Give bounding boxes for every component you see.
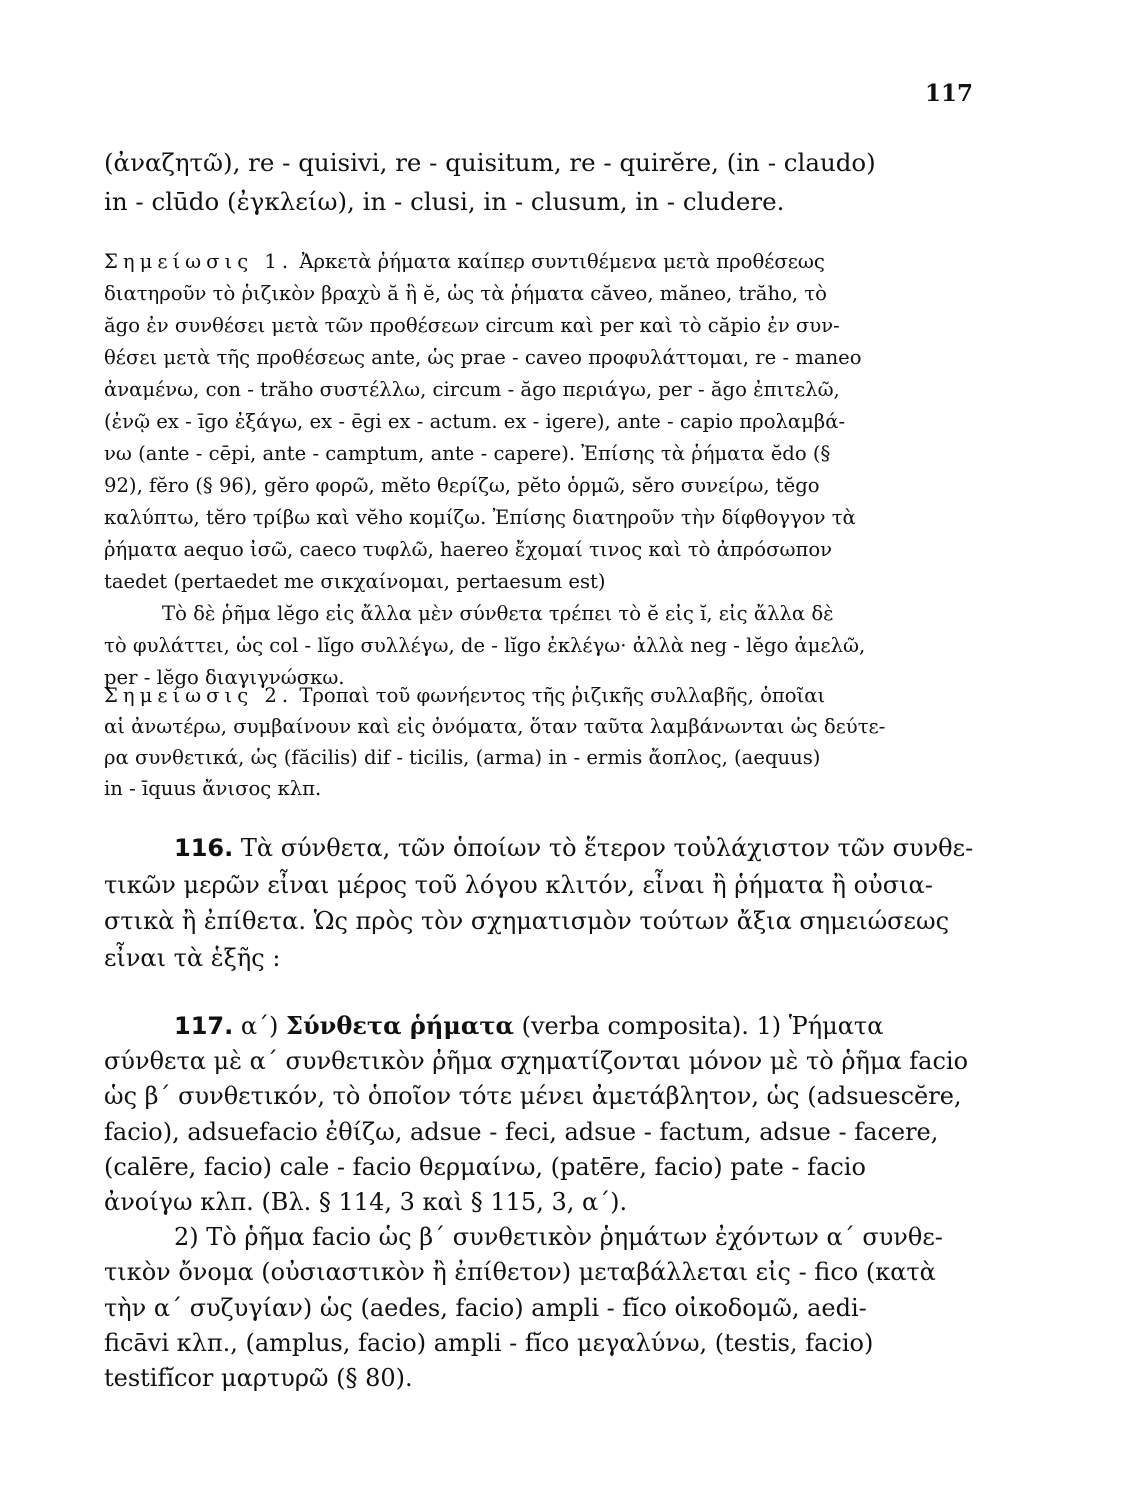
text-line [104,680,885,711]
text-line: (ἐνῷ ex - īgo ἐξάγω, ex - ēgi ex - actum. ex - igere), ante - capio προλαμβά- [104,410,846,433]
text-line: τικὸν ὄνομα (οὐσιαστικὸν ἢ ἐπίθετον) μεταβάλλεται εἰς - fico (κατὰ [104,1258,936,1287]
text-line [104,246,865,278]
section-116 [104,830,973,976]
text-line: ficāvi κλπ., (amplus, facio) ampli - fĭco μεγαλύνω, (testis, facio) [104,1328,874,1357]
text-line: per - lĕgo διαγιγνώσκω. [104,666,345,689]
text-line: 2) Τὸ ῥῆμα facio ὡς β΄ συνθετικὸν ῥημάτων ἐχόντων α΄ συνθε- [174,1223,943,1252]
section-title: Σύνθετα ῥήματα [286,1011,514,1040]
text-line: ἀναμένω, con - trăho συστέλλω, circum - ăgo περιάγω, per - ăgo ἐπιτελῶ, [104,378,840,401]
section-number: 117. [174,1012,234,1040]
text-line: 92), fĕro (§ 96), gĕro φορῶ, mĕto θερίζω, pĕto ὁρμῶ, sĕro συνείρω, tĕgo [104,474,820,497]
text-run: (verba composita). 1) Ῥήματα [513,1012,884,1040]
text-line: εἶναι τὰ ἑξῆς : [104,943,281,972]
text-line: τὸ φυλάττει, ὡς col - lĭgo συλλέγω, de - lĭgo ἐκλέγω· ἀλλὰ neg - lĕgo ἀμελῶ, [104,634,866,657]
text-line [104,1008,968,1044]
text-line [104,830,973,867]
text-line: τὴν α΄ συζυγίαν) ὡς (aedes, facio) ampli - fĭco οἰκοδομῶ, aedi- [104,1293,867,1322]
section-number: 116. [174,834,234,862]
text-line: τικῶν μερῶν εἶναι μέρος τοῦ λόγου κλιτόν, εἶναι ἢ ῥήματα ἢ οὐσια- [104,870,933,899]
text-run: α΄) [233,1012,287,1040]
intro-paragraph [104,143,876,221]
text-line: σύνθετα μὲ α΄ συνθετικὸν ῥῆμα σχηματίζονται μόνον μὲ τὸ ῥῆμα facio [104,1047,969,1076]
text-line: θέσει μετὰ τῆς προθέσεως ante, ὡς prae - caveo προφυλάττομαι, re - maneo [104,346,862,369]
text-line: νω (ante - cēpi, ante - camptum, ante - capere). Ἐπίσης τὰ ῥήματα ĕdo (§ [104,442,831,465]
page-number: 117 [925,80,974,107]
text-line: Τὸ δὲ ῥῆμα lĕgo εἰς ἄλλα μὲν σύνθετα τρέπει τὸ ĕ εἰς ĭ, εἰς ἄλλα δὲ [162,602,834,625]
text-line: διατηροῦν τὸ ῥιζικὸν βραχὺ ă ἢ ĕ, ὡς τὰ ῥήματα căveo, măneo, trăho, τὸ [104,282,827,305]
text-line: ὡς β΄ συνθετικόν, τὸ ὁποῖον τότε μένει ἀμετάβλητον, ὡς (adsuescĕre, [104,1082,962,1111]
text-line: (ἀναζητῶ), re - quisivi, re - quisitum, re - quirĕre, (in - claudo) [104,148,876,177]
text-line: καλύπτω, tĕro τρίβω καὶ vĕho κομίζω. Ἐπίσης διατηροῦν τὴν δίφθογγον τὰ [104,506,856,529]
note-heading: Σημείωσις 2. [104,684,294,707]
note-2 [104,680,885,804]
section-117 [104,1008,968,1396]
text-line: testifĭcor μαρτυρῶ (§ 80). [104,1364,413,1393]
text-line: in - clūdo (ἐγκλείω), in - clusi, in - clusum, in - cludere. [104,187,785,216]
text-line: ἀνοίγω κλπ. (Βλ. § 114, 3 καὶ § 115, 3, α΄). [104,1188,628,1217]
text-line: ρα συνθετικά, ὡς (făcilis) dif - ticilis, (arma) in - ermis ἄοπλος, (aequus) [104,746,821,769]
text-line: στικὰ ἢ ἐπίθετα. Ὡς πρὸς τὸν σχηματισμὸν τούτων ἄξια σημειώσεως [104,907,950,935]
text-line: (calēre, facio) cale - facio θερμαίνω, (patēre, facio) pate - facio [104,1152,866,1181]
text-line: ῥήματα aequo ἰσῶ, caeco τυφλῶ, haereo ἔχομαί τινος καὶ τὸ ἀπρόσωπον [104,538,833,561]
text-run: Ἀρκετὰ ῥήματα καίπερ συντιθέμενα μετὰ προθέσεως [293,250,825,273]
text-line: ăgo ἐν συνθέσει μετὰ τῶν προθέσεων circum καὶ per καὶ τὸ căpio ἐν συν- [104,314,840,337]
note-heading: Σημείωσις 1. [104,250,294,273]
text-line: taedet (pertaedet me σικχαίνομαι, pertaesum est) [104,570,606,593]
text-run: Τὰ σύνθετα, τῶν ὁποίων τὸ ἕτερον τοὐλάχιστον τῶν συνθε- [233,834,974,862]
note-1 [104,246,865,694]
text-run: Τροπαὶ τοῦ φωνήεντος τῆς ῥιζικῆς συλλαβῆς, ὁποῖαι [293,684,826,707]
text-line: facio), adsuefacio ἐθίζω, adsue - feci, adsue - factum, adsue - facere, [104,1117,939,1146]
text-line: in - īquus ἄνισος κλπ. [104,777,322,800]
text-line: αἱ ἀνωτέρω, συμβαίνουν καὶ εἰς ὀνόματα, ὅταν ταῦτα λαμβάνωνται ὡς δεύτε- [104,715,886,738]
